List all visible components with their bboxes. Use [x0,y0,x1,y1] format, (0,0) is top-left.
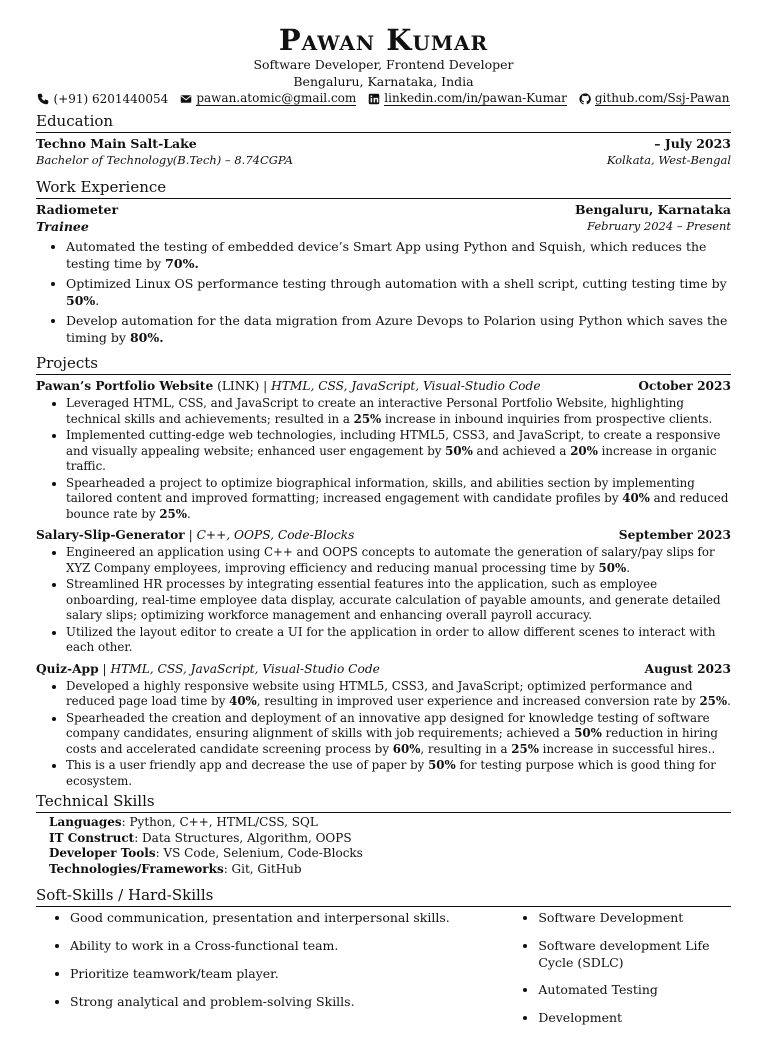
soft-skills-left [36,909,508,1037]
github-link[interactable]: github.com/Ssj-Pawan [594,91,730,105]
school-name: Techno Main Salt-Lake [36,136,197,151]
technical-skills-heading: Technical Skills [36,792,731,813]
list-item: • Software Development [538,909,731,926]
list-item: • Implemented cutting-edge web technologies, including HTML5, CSS3, and JavaScript, to create a responsive and visually appealing website; enhanced user engagement by 50% and achieved a 20% increase in organic traffic. [66,428,731,475]
projects-section [36,354,731,789]
contact-linkedin [368,91,567,106]
project-date: August 2023 [644,661,731,676]
technical-skills-section [36,792,731,878]
project-date: October 2023 [638,379,731,393]
resume-page [36,24,731,1037]
project-title-row [36,527,731,544]
list-item: • Engineered an application using C++ and OOPS concepts to automate the generation of salary/pay slips for XYZ Company employees, improving efficiency and reducing manual processing time by 50%. [66,545,731,576]
education-row [36,135,731,152]
project-bullets [36,679,731,790]
project-separator: | [184,528,197,542]
skill-row: IT Construct: Data Structures, Algorithm, OOPS [49,830,352,845]
list-item: • Development [538,1009,731,1026]
list-item: • Good communication, presentation and interpersonal skills. [70,909,508,926]
degree: Bachelor of Technology(B.Tech) – 8.74CGPA [36,153,293,167]
work-heading: Work Experience [36,178,731,199]
skill-row: Languages: Python, C++, HTML/CSS, SQL [49,815,318,829]
projects-heading: Projects [36,354,731,375]
list-item: • Ability to work in a Cross-functional team. [70,937,508,954]
list-item: • Prioritize teamwork/team player. [70,965,508,982]
contact-phone [37,91,168,106]
soft-skills-heading: Soft-Skills / Hard-Skills [36,886,731,907]
soft-skills-right [508,909,731,1037]
list-item: • Spearheaded the creation and deployment of an innovative app designed for knowledge testing of software company candidates, ensuring alignment of skills with job requirements; achieved a 50% reduction in hiring costs and accelerated candidate screening process by 60%, resulting in a 25% increase in successful hires.. [66,711,731,758]
project-entry [36,378,731,522]
work-dates: February 2024 – Present [586,219,731,233]
project-entry [36,661,731,790]
phone-icon [37,93,49,105]
list-item: • Automated the testing of embedded device’s Smart App using Python and Squish, which reduces the testing time by 70%. [66,238,731,272]
skill-row: Developer Tools: VS Code, Selenium, Code-Blocks [49,846,363,861]
list-item: • This is a user friendly app and decrease the use of paper by 50% for testing purpose which is good thing for ecosystem. [66,758,731,789]
list-item: • Developed a highly responsive website using HTML5, CSS3, and JavaScript; optimized performance and reduced page load time by 40%, resulting in improved user experience and increased conversion rate by 25%. [66,679,731,710]
envelope-icon [180,93,192,105]
education-heading: Education [36,112,731,133]
project-date: September 2023 [618,528,731,542]
project-tech: HTML, CSS, JavaScript, Visual-Studio Code [110,661,380,676]
soft-skills-section [36,886,731,1037]
candidate-location: Bengaluru, Karnataka, India [293,74,474,89]
candidate-name: Pawan Kumar [278,23,489,57]
list-item: • Streamlined HR processes by integrating essential features into the application, such as employee onboarding, real-time employee data display, accurate calculation of payable amounts, and generate detailed salary slips; optimizing workforce management and enhancing overall payroll accuracy. [66,577,731,624]
project-title [36,378,541,395]
project-name: Pawan’s Portfolio Website [36,379,214,393]
work-section [36,178,731,346]
project-separator: (LINK) | [213,379,272,393]
linkedin-icon [368,93,380,105]
project-title [36,527,354,544]
education-details [36,152,731,169]
list-item: • Software development Life Cycle (SDLC) [538,937,731,971]
education-section [36,112,731,169]
soft-skills-columns [36,907,731,1037]
project-title-row [36,661,731,678]
candidate-role: Software Developer, Frontend Developer [253,57,514,72]
work-role: Trainee [36,219,89,234]
work-role-row [36,218,731,235]
project-tech: HTML, CSS, JavaScript, Visual-Studio Code [271,379,541,393]
work-bullets [36,238,731,346]
project-bullets [36,545,731,656]
education-place: Kolkata, West-Bengal [606,153,731,167]
list-item: • Spearheaded a project to optimize biographical information, skills, and abilities section by implementing tailored content and improved formatting; increased engagement with candidate profiles by 40% and reduced bounce rate by 25%. [66,476,731,523]
phone-text: (+91) 6201440054 [53,91,169,106]
linkedin-link[interactable]: linkedin.com/in/pawan-Kumar [384,91,567,105]
contact-bar [36,91,731,106]
project-title [36,661,380,678]
list-item: • Automated Testing [538,981,731,998]
list-item: • Develop automation for the data migration from Azure Devops to Polarion using Python which saves the timing by 80%. [66,312,731,346]
project-entry [36,527,731,656]
company-name: Radiometer [36,202,119,217]
github-icon [579,93,591,105]
project-title-row [36,378,731,395]
contact-email [180,91,356,106]
list-item: • Strong analytical and problem-solving Skills. [70,993,508,1010]
education-date: – July 2023 [654,136,731,151]
project-tech: C++, OOPS, Code-Blocks [196,528,355,542]
list-item: • Optimized Linux OS performance testing through automation with a shell script, cutting testing time by 50%. [66,275,731,309]
list-item: • Leveraged HTML, CSS, and JavaScript to create an interactive Personal Portfolio Website, highlighting technical skills and achievements; resulted in a 25% increase in inbound inquiries from prospective clients. [66,396,731,427]
skill-row: Technologies/Frameworks: Git, GitHub [49,862,302,877]
project-name: Quiz-App [36,661,99,676]
resume-header [36,24,731,106]
project-separator: | [98,661,111,676]
email-link[interactable]: pawan.atomic@gmail.com [196,91,357,105]
technical-skills-list [36,815,731,878]
work-location: Bengaluru, Karnataka [574,202,731,217]
project-name: Salary-Slip-Generator [36,528,185,542]
project-bullets [36,396,731,522]
list-item: • Utilized the layout editor to create a UI for the application in order to allow different scenes to interact with each other. [66,625,731,656]
contact-github [579,91,730,106]
work-row [36,201,731,218]
projects-list [36,378,731,789]
